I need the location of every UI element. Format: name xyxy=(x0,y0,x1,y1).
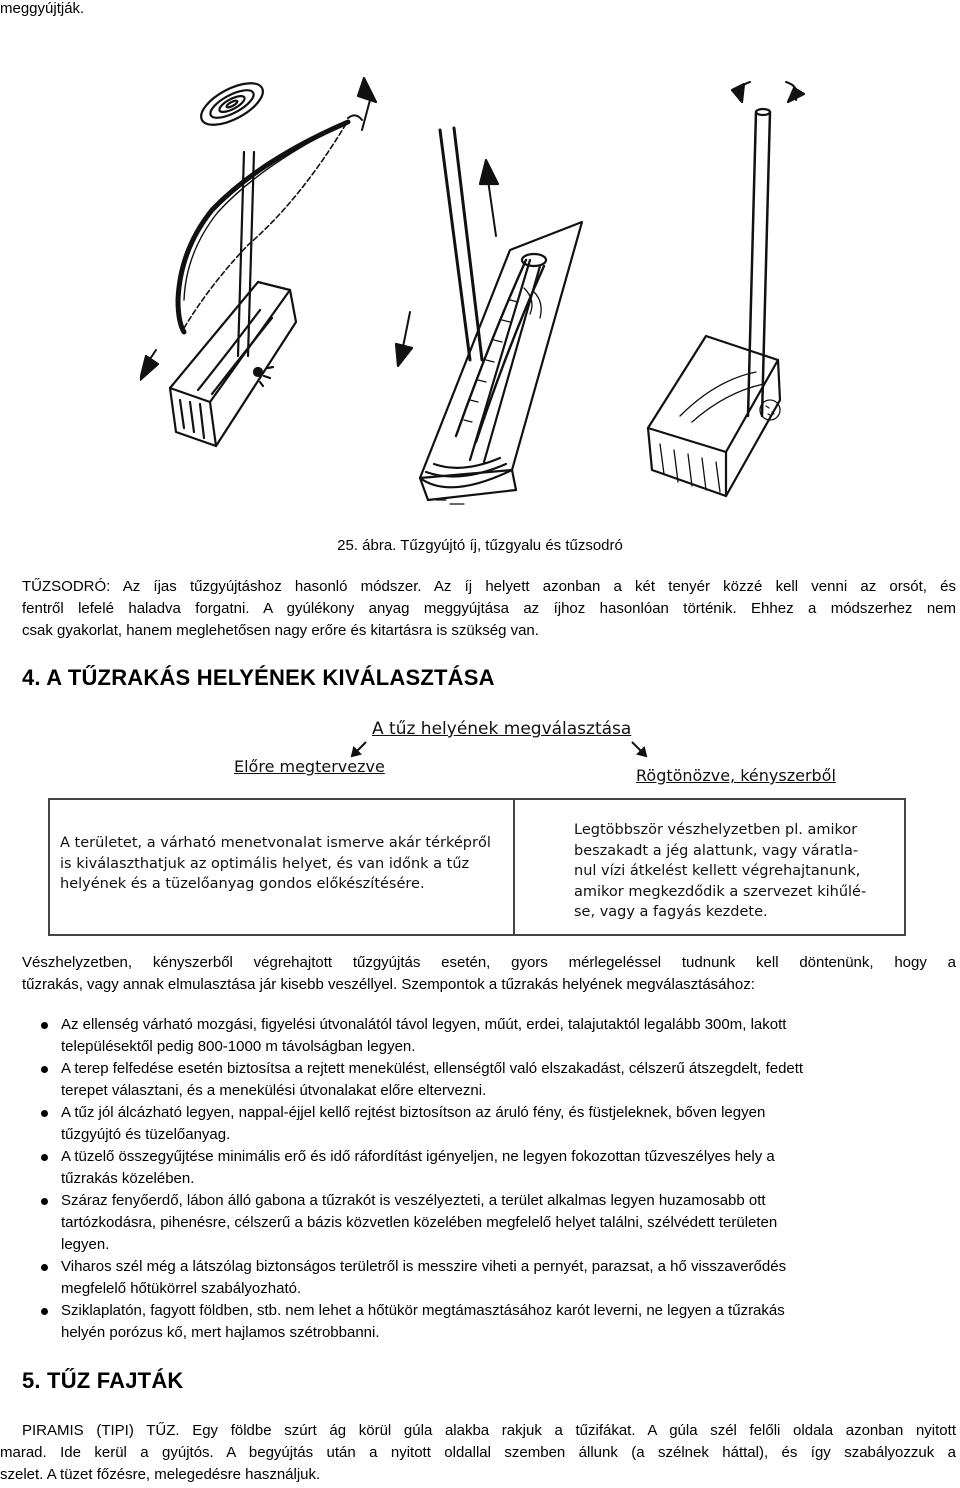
bullet-icon xyxy=(41,1110,48,1117)
fire-plough-drawing xyxy=(396,128,582,504)
tuzsodro-paragraph xyxy=(22,576,956,642)
box-line: se, vagy a fagyás kezdete. xyxy=(574,904,768,920)
improvised-description xyxy=(574,820,904,923)
paragraph-line: csak gyakorlat, hanem meglehetősen nagy erőre és kitartásra is szükség van. xyxy=(22,622,539,639)
bullet-icon xyxy=(41,1066,48,1073)
hand-drill-drawing xyxy=(648,82,804,496)
list-item xyxy=(21,1256,921,1300)
list-item xyxy=(21,1102,921,1146)
list-item-line: Száraz fenyőerdő, lábon álló gabona a tűzrakót is veszélyezteti, a terület alkalmas legyen huzamosabb ott xyxy=(61,1192,766,1209)
planned-label: Előre megtervezve xyxy=(234,757,385,776)
bullet-icon xyxy=(41,1154,48,1161)
list-item xyxy=(21,1190,921,1256)
paragraph-line: fentről lefelé haladva forgatni. A gyúlékony anyag meggyújtása az íjhoz hasonlóan történik. Ehhez a módszerhez nem xyxy=(22,600,956,617)
paragraph-line: PIRAMIS (TIPI) TŰZ. Egy földbe szúrt ág körül gúla alakba rakjuk a tűzifákat. A gúla szél felőli oldala azonban nyitott xyxy=(22,1422,956,1439)
list-item-line: A tűz jól álcázható legyen, nappal-éjjel kellő rejtést biztosítson az áruló fény, és füstjeleknek, bőven legyen xyxy=(61,1104,766,1121)
planned-description xyxy=(60,833,510,895)
criteria-list xyxy=(21,1014,921,1344)
box-line: Legtöbbször vészhelyzetben pl. amikor xyxy=(574,822,858,838)
list-item xyxy=(21,1146,921,1190)
list-item-line: településektől pedig 800-1000 m távolságban legyen. xyxy=(61,1038,416,1055)
box-line: A területet, a várható menetvonalat ismerve akár térképről xyxy=(60,835,491,851)
box-line: amikor megkezdődik a szervezet kihűlé- xyxy=(574,883,867,900)
list-item-line: terepet választani, és a menekülési útvonalakat előre eltervezni. xyxy=(61,1082,487,1099)
list-item xyxy=(21,1014,921,1058)
bullet-icon xyxy=(41,1022,48,1029)
list-item-line: legyen. xyxy=(61,1236,110,1253)
list-item-line: Viharos szél még a látszólag biztonságos területről is messzire viheti a pernyét, parazsat, a hő visszaverődés xyxy=(61,1258,787,1275)
list-item-line: Az ellenség várható mozgási, figyelési útvonalától távol legyen, műút, erdei, talajutaktól legalább 300m, lakott xyxy=(61,1016,787,1033)
box-line: beszakadt a jég alattunk, vagy váratla- xyxy=(574,842,859,859)
section-5-heading: 5. TŰZ FAJTÁK xyxy=(22,1368,184,1393)
list-item-line: megfelelő hőtükörrel szabályozható. xyxy=(61,1280,302,1297)
paragraph-line: Vészhelyzetben, kényszerből végrehajtott tűzgyújtás esetén, gyors mérlegeléssel tudnunk kell döntenünk, hogy a xyxy=(22,954,956,971)
diagram-box xyxy=(48,798,906,936)
diagram-title: A tűz helyének megválasztása xyxy=(372,719,632,739)
list-item-line: Sziklaplatón, fagyott földben, stb. nem lehet a hőtükör megtámasztásához karót leverni, ne legyen a tűzrakás xyxy=(61,1302,785,1319)
list-item xyxy=(21,1058,921,1102)
diagram-arrows xyxy=(348,738,648,762)
figure-caption: 25. ábra. Tűzgyújtó íj, tűzgyalu és tűzsodró xyxy=(337,537,623,554)
box-line: is kiválaszthatjuk az optimális helyet, és van időnk a tűz xyxy=(60,855,470,872)
piramis-paragraph xyxy=(0,1420,956,1486)
diagram-divider xyxy=(513,800,515,934)
previous-page-fragment: meggyújtják. xyxy=(0,0,85,17)
section-4-heading: 4. A TŰZRAKÁS HELYÉNEK KIVÁLASZTÁSA xyxy=(22,665,495,690)
list-item xyxy=(21,1300,921,1344)
list-item-line: A tüzelő összegyűjtése minimális erő és idő ráfordítást igényeljen, ne legyen fokozottan tűzveszélyes hely a xyxy=(61,1148,775,1165)
section-4-intro xyxy=(22,952,956,996)
paragraph-line: szelet. A tüzet főzésre, melegedésre használjuk. xyxy=(0,1466,321,1483)
list-item-line: A terep felfedése esetén biztosítsa a rejtett menekülést, ellenségtől való elszakadást, célszerű átszegdelt, fedett xyxy=(61,1060,804,1077)
paragraph-line: marad. Ide kerül a gyújtós. A begyújtás után a nyitott oldallal szemben állunk (a szélnek háttal), és így szabályozzuk a xyxy=(0,1444,956,1461)
list-item-line: tűzrakás közelében. xyxy=(61,1170,195,1187)
list-item-line: tűzgyújtó és tüzelőanyag. xyxy=(61,1126,231,1143)
box-line: nul vízi átkelést kellett végrehajtanunk, xyxy=(574,863,861,879)
list-item-line: tartózkodásra, pihenésre, célszerű a bázis közvetlen közelében megfelelő helyet találni, szélvédett területen xyxy=(61,1214,778,1231)
bullet-icon xyxy=(41,1198,48,1205)
bow-drill-drawing xyxy=(140,75,376,446)
bullet-icon xyxy=(41,1308,48,1315)
improvised-label: Rögtönözve, kényszerből xyxy=(636,766,836,785)
box-line: helyének és a tüzelőanyag gondos előkészítésére. xyxy=(60,876,425,892)
bullet-icon xyxy=(41,1264,48,1271)
paragraph-line: tűzrakás, vagy annak elmulasztása jár kisebb veszéllyel. Szempontok a tűzrakás helyének megválasztásához: xyxy=(22,976,755,993)
fire-starting-illustration xyxy=(140,60,830,530)
list-item-line: helyén porózus kő, mert hajlamos szétrobbanni. xyxy=(61,1324,380,1341)
paragraph-line: TŰZSODRÓ: Az íjas tűzgyújtáshoz hasonló módszer. Az íj helyett azonban a két tenyér közzé kell venni az orsót, és xyxy=(22,578,956,595)
